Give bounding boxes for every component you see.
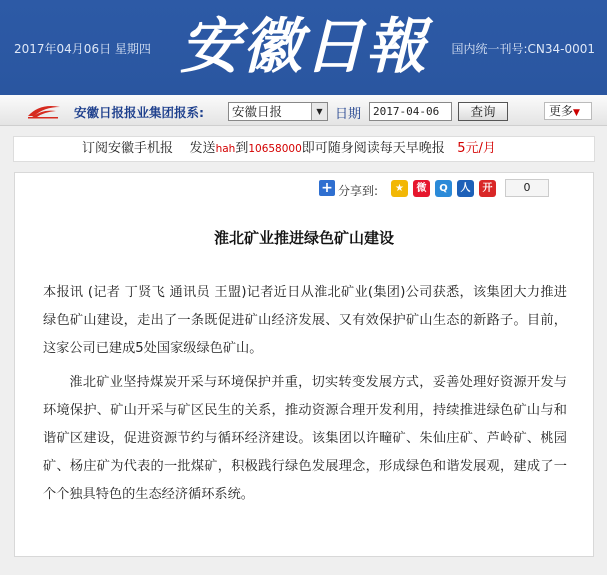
- article-title: 淮北矿业推进绿色矿山建设: [213, 229, 394, 247]
- weibo-icon[interactable]: 微: [413, 180, 430, 197]
- subscribe-text-4: 即可随身阅读每天早晚报: [301, 141, 445, 156]
- newspaper-title: 安徽日報: [180, 12, 428, 82]
- more-label: 更多: [549, 104, 574, 118]
- query-button[interactable]: 查询: [458, 102, 508, 121]
- subscribe-text-1: 订阅安徽手机报: [82, 141, 174, 156]
- nav-bar: [0, 95, 607, 126]
- tencent-weibo-icon[interactable]: Q: [435, 180, 452, 197]
- kaixin-icon[interactable]: 开: [479, 180, 496, 197]
- subscribe-text-3: 到: [235, 141, 249, 156]
- article-card: [14, 172, 594, 557]
- date-input[interactable]: 2017-04-06: [369, 102, 452, 121]
- paper-select[interactable]: [228, 102, 328, 121]
- paper-group-label: 安徽日报报业集团报系:: [74, 105, 204, 120]
- issn-number: 国内统一刊号:CN34-0001: [451, 42, 595, 56]
- masthead: [0, 0, 607, 95]
- renren-icon[interactable]: 人: [457, 180, 474, 197]
- more-button[interactable]: [544, 102, 592, 120]
- qzone-icon[interactable]: ★: [391, 180, 408, 197]
- subscribe-code: hah: [215, 143, 236, 155]
- subscribe-number: 10658000: [248, 143, 302, 155]
- share-plus-icon[interactable]: +: [319, 180, 335, 196]
- subscribe-text-2: 发送: [189, 141, 216, 156]
- date-label: 日期: [335, 107, 362, 122]
- share-label: 分享到:: [338, 184, 379, 198]
- article-paragraph-1: 本报讯 (记者 丁贤飞 通讯员 王盟)记者近日从淮北矿业(集团)公司获悉，该集团大力推进绿色矿山建设，走出了一条既促进矿山经济发展、又有效保护矿山生态的新路子。目前，这家公司已建成5处国家级绿色矿山。: [43, 285, 567, 356]
- group-logo-icon: [26, 101, 62, 119]
- article-paragraph-2: 淮北矿业坚持煤炭开采与环境保护并重，切实转变发展方式，妥善处理好资源开发与环境保护、矿山开采与矿区民生的关系，推动资源合理开发利用，持续推进绿色矿山与和谐矿区建设，促进资源节约与循环经济建设。该集团以许疃矿、朱仙庄矿、芦岭矿、桃园矿、杨庄矿为代表的一批煤矿，积极践行绿色发展理念，形成绿色和谐发展观，建成了一个个独具特色的生态经济循环系统。: [43, 375, 567, 502]
- paper-select-value: 安徽日报: [232, 104, 283, 119]
- chevron-down-icon[interactable]: ▼: [311, 103, 327, 120]
- issue-date: 2017年04月06日 星期四: [14, 42, 151, 56]
- subscribe-price: 5元/月: [457, 141, 496, 156]
- share-count: 0: [505, 179, 549, 197]
- article-body: [43, 279, 567, 515]
- caret-down-icon: ▼: [573, 108, 580, 118]
- subscription-banner[interactable]: [13, 136, 595, 162]
